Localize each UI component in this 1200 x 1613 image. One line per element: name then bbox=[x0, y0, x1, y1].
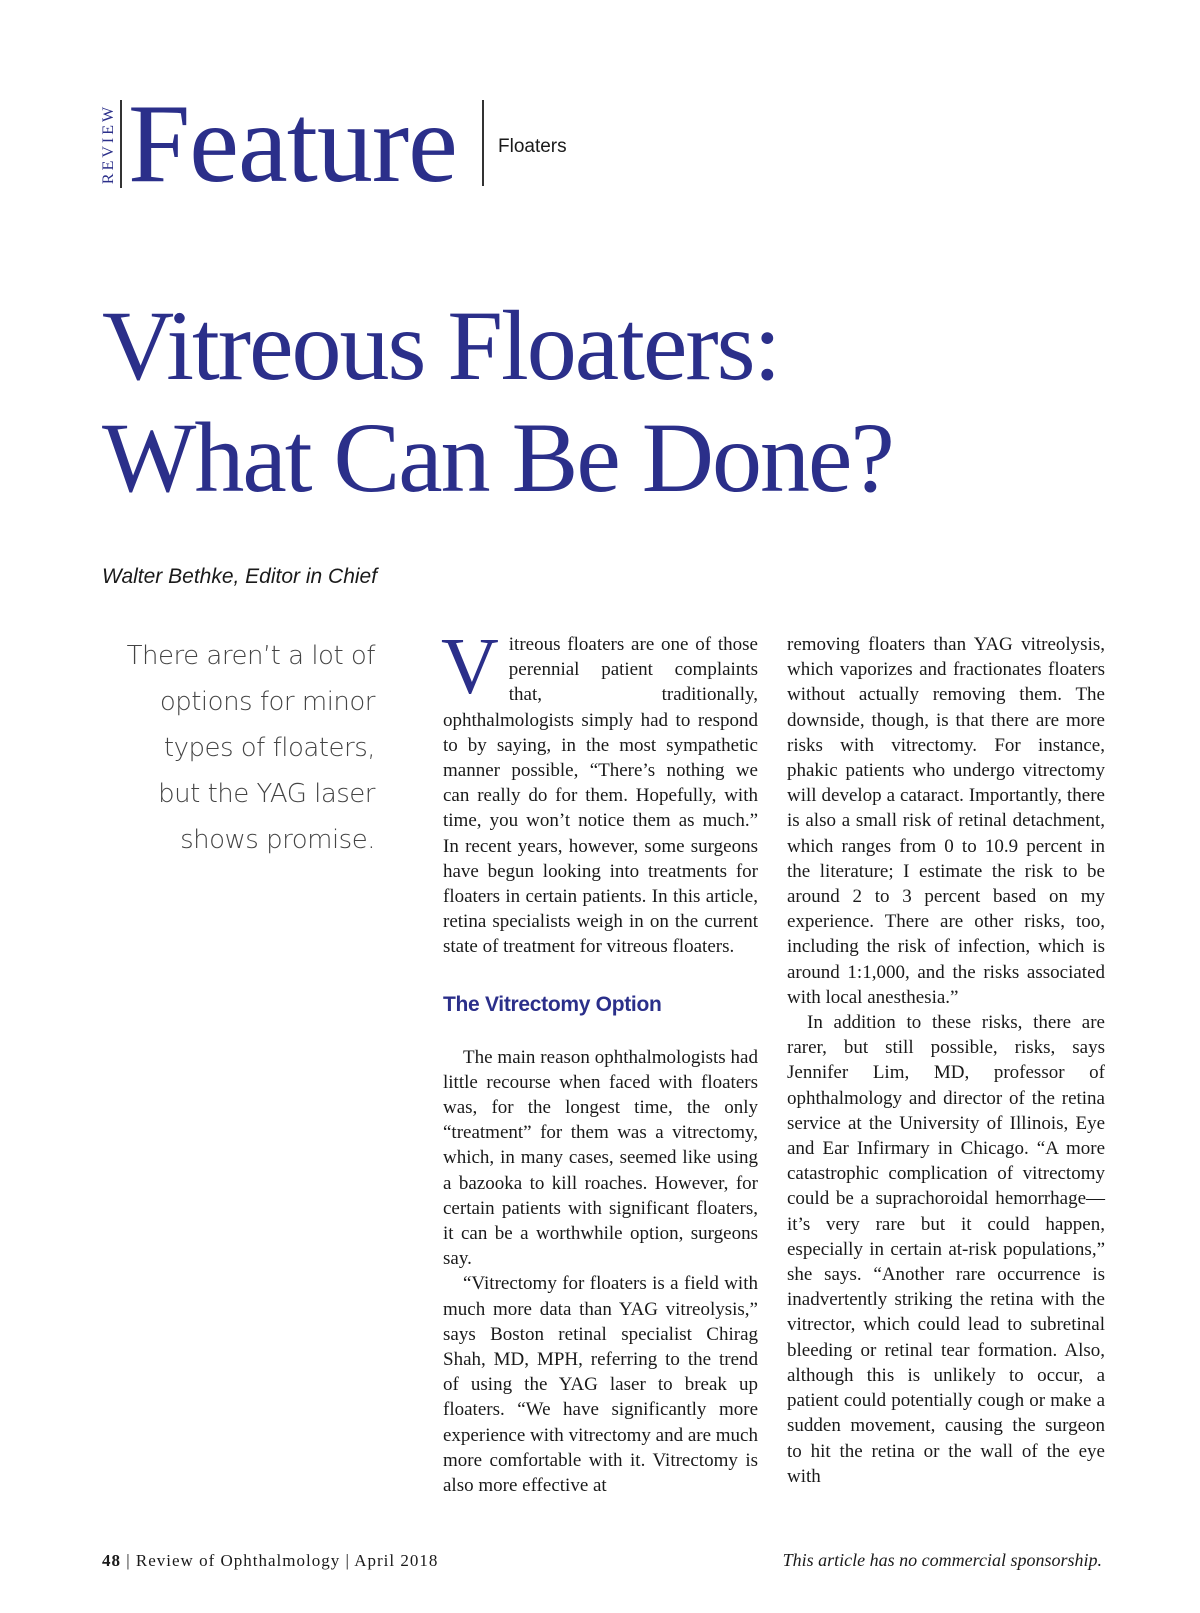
body-paragraph: removing floaters than YAG vitreolysis, which vaporizes and fractionates floaters without actually removing them. The downside, though, is that there are more risks with vitrectomy. For instance, phakic patients who undergo vitrectomy will develop a cataract. Importantly, there is also a small risk of retinal detachment, which ranges from 0 to 10.9 percent in the literature; I estimate the risk to be around 2 to 3 percent based on my experience. There are other risks, too, including the risk of infection, which is around 1:1,000, and the risks associated with local anesthesia.” bbox=[787, 634, 1105, 1008]
header-divider-right bbox=[482, 100, 484, 186]
body-column-2 bbox=[787, 632, 1105, 1489]
footer-separator: | bbox=[345, 1551, 350, 1570]
article-title-line-2: What Can Be Done? bbox=[102, 402, 893, 513]
intro-paragraph bbox=[441, 623, 758, 960]
footer-separator: | bbox=[126, 1551, 131, 1570]
pull-quote: There aren’t a lot of options for minor types of floaters, but the YAG laser shows promise. bbox=[126, 641, 375, 855]
feature-label: Feature bbox=[128, 82, 457, 206]
body-paragraph: In addition to these risks, there are rarer, but still possible, risks, says Jennifer Lim, MD, professor of ophthalmology and director of the retina service at the University of Illinois, Eye and Ear Infirmary in Chicago. “A more catastrophic complication of vitrectomy could be a suprachoroidal hemorrhage—it’s very rare but it could happen, especially in certain at-risk populations,” she says. “Another rare occurrence is inadvertently striking the retina with the vitrector, which could lead to subretinal bleeding or retinal tear formation. Also, although this is unlikely to occur, a patient could potentially cough or make a sudden movement, causing the surgeon to hit the retina or the wall of the eye with bbox=[787, 1012, 1105, 1487]
issue-date: April 2018 bbox=[354, 1551, 439, 1570]
publication-name: Review of Ophthalmology bbox=[135, 1551, 341, 1570]
intro-paragraph-text: itreous floaters are one of those perennial patient complaints that, traditionally, ophthalmologists simply had to respond to by saying, in the most sympathetic manner possible, “There’s nothing we can really do for them. Hopefully, with time, you won’t notice them as much.” In recent years, however, some surgeons have begun looking into treatments for floaters in certain patients. In this article, retina specialists weigh in on the current state of treatment for vitreous floaters. bbox=[443, 634, 758, 958]
article-title-line-1: Vitreous Floaters: bbox=[102, 290, 780, 401]
body-paragraph: “Vitrectomy for floaters is a field with much more data than YAG vitreolysis,” says Boston retinal specialist Chirag Shah, MD, MPH, referring to the trend of using the YAG laser to break up floaters. “We have significantly more experience with vitrectomy and are much more comfortable with it. Vitrectomy is also more effective at bbox=[443, 1273, 758, 1497]
byline: Walter Bethke, Editor in Chief bbox=[102, 565, 378, 588]
article-title bbox=[102, 290, 1102, 514]
sponsorship-note: This article has no commercial sponsorship. bbox=[782, 1550, 1102, 1570]
section-heading: The Vitrectomy Option bbox=[443, 992, 662, 1016]
review-label bbox=[98, 100, 120, 188]
page-footer bbox=[102, 1551, 438, 1571]
page-number: 48 bbox=[102, 1551, 121, 1570]
drop-cap: V bbox=[441, 623, 499, 711]
body-paragraph: The main reason ophthalmologists had little recourse when faced with floaters was, for the longest time, the only “treatment” for them was a vitrectomy, which, in many cases, seemed like using a bazooka to kill roaches. However, for certain patients with significant floaters, it can be a worthwhile option, surgeons say. bbox=[443, 1046, 758, 1270]
header-divider-left bbox=[120, 100, 122, 188]
body-column-1 bbox=[441, 623, 758, 1498]
section-label: Floaters bbox=[498, 136, 567, 157]
review-label-text: REVIEW bbox=[100, 103, 118, 185]
